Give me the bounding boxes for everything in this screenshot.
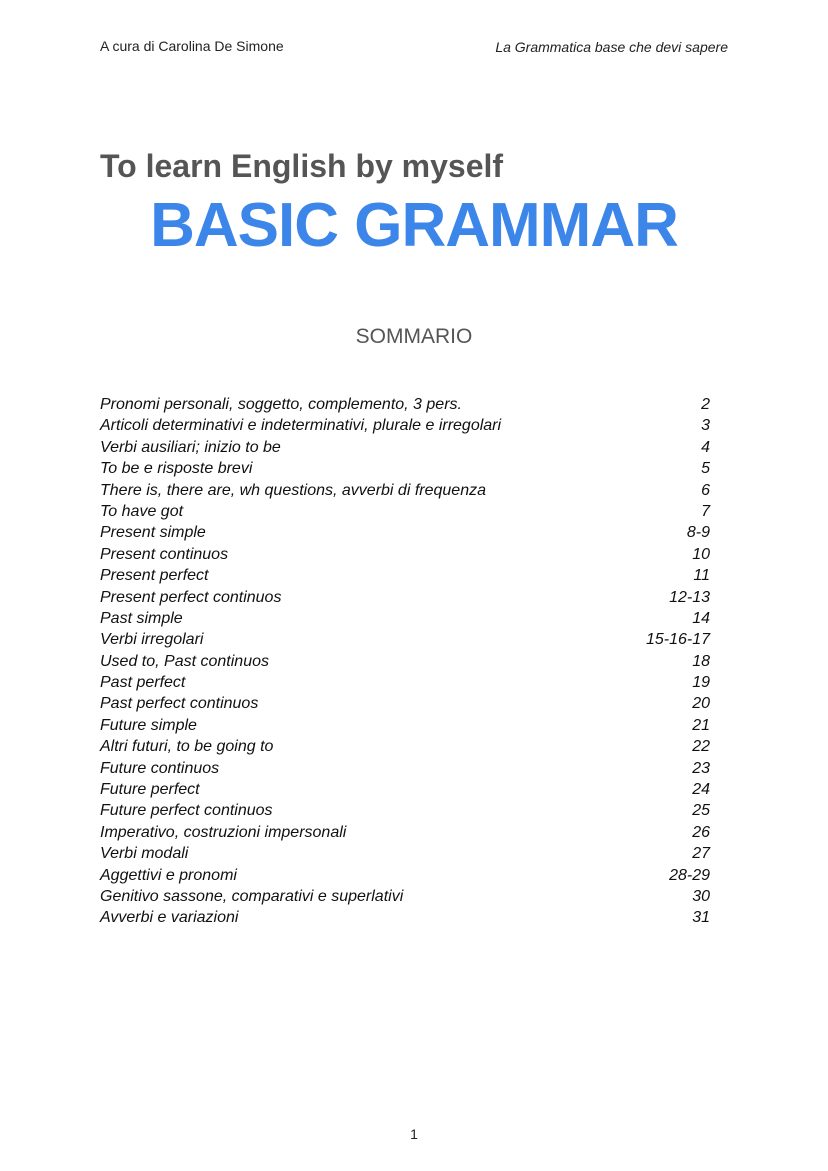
toc-entry	[100, 717, 714, 738]
toc-entry	[100, 460, 714, 481]
toc-entry-page: 18	[692, 652, 710, 670]
toc-entry	[100, 738, 714, 759]
toc-entry-page: 25	[692, 802, 710, 820]
document-title: BASIC GRAMMAR	[150, 191, 678, 260]
toc-entry-page: 28-29	[669, 866, 710, 884]
toc-entry-topic: Avverbi e variazioni	[100, 909, 239, 927]
toc-entry	[100, 482, 714, 503]
toc-heading: SOMMARIO	[355, 325, 473, 348]
toc-entry	[100, 760, 714, 781]
toc-entry-page: 24	[692, 781, 710, 799]
toc-entry-topic: Future perfect continuos	[100, 802, 273, 820]
toc-entry	[100, 867, 714, 888]
toc-entry-topic: Aggettivi e pronomi	[100, 866, 237, 884]
document-subtitle: To learn English by myself	[100, 148, 504, 184]
toc-entry-page: 31	[692, 909, 710, 927]
toc-entry	[100, 524, 714, 545]
toc-entry-topic: Pronomi personali, soggetto, complemento, 3 pers.	[100, 396, 462, 413]
page-number: 1	[410, 1126, 418, 1142]
toc-entry-page: 22	[692, 738, 710, 756]
toc-entry-page: 4	[701, 438, 710, 456]
toc-entry-topic: Past perfect continuos	[100, 695, 259, 713]
toc-entry-topic: Imperativo, costruzioni impersonali	[100, 823, 347, 841]
toc-entry-page: 30	[692, 887, 710, 905]
toc-entry-page: 19	[692, 674, 710, 692]
toc-entry-page: 7	[701, 502, 710, 520]
toc-entry-topic: Used to, Past continuos	[100, 652, 269, 670]
toc-entry	[100, 589, 714, 610]
toc-entry-page: 23	[692, 759, 710, 777]
toc-entry-page: 5	[701, 460, 710, 478]
toc-entry-topic: Future continuos	[100, 759, 220, 777]
toc-entry-topic: Future perfect	[100, 781, 200, 799]
toc-entry	[100, 653, 714, 674]
toc-entry-page: 14	[692, 609, 710, 627]
toc-entry-page: 2	[701, 396, 710, 413]
toc-entry-topic: Verbi ausiliari; inizio to be	[100, 438, 281, 456]
toc-entry-topic: Verbi modali	[100, 845, 189, 863]
toc-entry	[100, 674, 714, 695]
toc-entry-page: 10	[692, 545, 710, 563]
toc-entry-topic: Present perfect	[100, 567, 209, 585]
toc-entry	[100, 439, 714, 460]
toc-entry-topic: Articoli determinativi e indeterminativi, plurale e irregolari	[100, 417, 502, 435]
toc-entry	[100, 845, 714, 866]
toc-entry-page: 11	[693, 567, 710, 585]
toc-entry-topic: Verbi irregolari	[100, 631, 204, 649]
toc-entry-topic: Future simple	[100, 716, 197, 734]
toc-entry-topic: Past perfect	[100, 674, 186, 692]
header-book-subtitle: La Grammatica base che devi sapere	[495, 39, 728, 55]
table-of-contents	[100, 396, 714, 931]
toc-entry-page: 6	[701, 481, 710, 499]
toc-entry-topic: Present perfect continuos	[100, 588, 282, 606]
toc-entry	[100, 802, 714, 823]
toc-entry	[100, 396, 714, 417]
toc-entry-page: 15-16-17	[645, 631, 710, 649]
toc-entry	[100, 503, 714, 524]
toc-entry-topic: Past simple	[100, 609, 183, 627]
toc-entry-page: 21	[692, 716, 710, 734]
toc-entry	[100, 824, 714, 845]
toc-entry-page: 8-9	[686, 524, 710, 542]
toc-entry-page: 3	[701, 417, 710, 435]
toc-entry	[100, 631, 714, 652]
toc-entry	[100, 695, 714, 716]
toc-entry-page: 26	[692, 823, 710, 841]
toc-entry-page: 20	[692, 695, 710, 713]
toc-entry-topic: Altri futuri, to be going to	[100, 738, 274, 756]
toc-entry-topic: Present simple	[100, 524, 206, 542]
toc-entry	[100, 610, 714, 631]
toc-entry-topic: To be e risposte brevi	[100, 460, 253, 478]
toc-entry	[100, 417, 714, 438]
toc-entry	[100, 888, 714, 909]
toc-entry-topic: Present continuos	[100, 545, 229, 563]
toc-entry	[100, 909, 714, 930]
toc-entry-page: 27	[692, 845, 710, 863]
toc-entry	[100, 567, 714, 588]
toc-entry-topic: There is, there are, wh questions, avverbi di frequenza	[100, 481, 486, 499]
toc-entry	[100, 546, 714, 567]
toc-entry-topic: To have got	[100, 502, 184, 520]
toc-entry-page: 12-13	[669, 588, 710, 606]
toc-entry	[100, 781, 714, 802]
header-author: A cura di Carolina De Simone	[100, 38, 284, 54]
toc-entry-topic: Genitivo sassone, comparativi e superlativi	[100, 887, 404, 905]
